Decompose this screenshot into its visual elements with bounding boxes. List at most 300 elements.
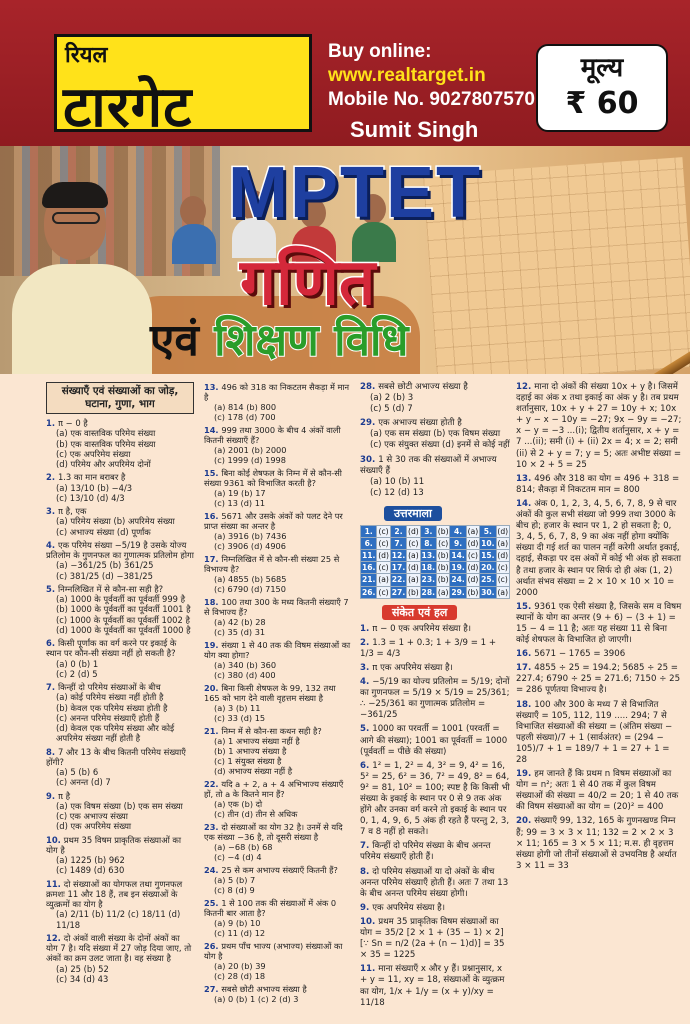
solution-number: 4. xyxy=(360,677,373,688)
option-line: (a) 814 (b) 800 xyxy=(214,402,277,412)
solution-text: 4855 ÷ 25 = 194.2; 5685 ÷ 25 = 227.4; 6790 ÷ 25 = 271.6; 7150 ÷ 25 = 286 पूर्णतया विभाज्य है। xyxy=(516,663,681,696)
column-2 xyxy=(204,382,352,1007)
question-item xyxy=(360,455,510,499)
question-text: 1.3 का मान बराबर है xyxy=(57,472,126,483)
question-number: 13. xyxy=(204,382,222,392)
option-line: (a) −361/25 (b) 361/25 xyxy=(56,560,154,571)
question-options xyxy=(46,560,194,581)
question-text: निम्न में से कौन-सा कथन सही है? xyxy=(221,726,322,736)
question-item xyxy=(46,933,194,984)
answer-number: 5. xyxy=(480,526,496,538)
option-line: (a) 0 (b) 1 (c) 2 (d) 3 xyxy=(214,994,299,1004)
option-line: (c) 8 (d) 9 xyxy=(214,885,255,895)
solution-item xyxy=(516,382,682,471)
solution-number: 7. xyxy=(360,841,373,852)
question-item xyxy=(46,879,194,930)
option-line: (c) 13 (d) 11 xyxy=(214,498,266,508)
option-line: (a) 42 (b) 28 xyxy=(214,617,266,627)
question-number: 16. xyxy=(204,511,222,521)
option-line: (a) 10 (b) 11 xyxy=(370,476,425,487)
answer-value: (d) xyxy=(408,527,419,537)
option-line: (d) परिमेय और अपरिमेय दोनों xyxy=(56,459,151,469)
answer-row xyxy=(361,562,510,574)
solution-item xyxy=(360,964,510,1008)
option-line: (a) 9 (b) 10 xyxy=(214,918,261,928)
question-number: 2. xyxy=(46,472,58,483)
question-text: एक परिमेय संख्या −5/19 है उसके योज्य प्रतिलोम के गुणनफल का गुणात्मक प्रतिलोम होगा xyxy=(46,539,194,560)
answer-value: (c) xyxy=(378,563,389,573)
option-line: (a) एक (b) दो xyxy=(214,799,263,809)
question-item xyxy=(204,382,352,422)
option-line: (a) 3 (b) 11 xyxy=(214,703,261,713)
answer-number: 2. xyxy=(390,526,406,538)
option-line: (c) 6790 (d) 7150 xyxy=(214,584,286,594)
answer-value: (a) xyxy=(467,527,479,537)
question-options xyxy=(46,594,194,635)
question-item xyxy=(46,472,194,503)
question-list xyxy=(204,382,352,1004)
answer-key-table xyxy=(360,525,510,599)
solutions-heading: संकेत एवं हल xyxy=(382,605,457,620)
answer-value: (a) xyxy=(408,575,419,585)
solution-number: 13. xyxy=(516,473,535,484)
question-text: दो संख्याओं का योगफल तथा गुणनफल क्रमशः 11 और 18 हैं, तब इन संख्याओं के व्युत्क्रमों का योग है xyxy=(46,878,183,909)
question-options xyxy=(204,445,352,465)
solution-number: 15. xyxy=(516,601,535,612)
buy-label: Buy online: xyxy=(328,41,432,62)
question-options xyxy=(204,961,352,981)
option-line: (c) 13/10 (d) 4/3 xyxy=(56,492,125,503)
question-options xyxy=(360,477,510,499)
solution-number: 5. xyxy=(360,724,373,735)
column-4 xyxy=(516,382,682,875)
option-line: (c) 178 (d) 700 xyxy=(214,412,276,422)
answer-number: 13. xyxy=(421,551,435,561)
solution-number: 8. xyxy=(360,866,373,877)
answer-number: 26. xyxy=(361,587,376,597)
question-options xyxy=(204,574,352,594)
question-item xyxy=(204,683,352,723)
answer-number: 19. xyxy=(451,563,465,573)
question-number: 12. xyxy=(46,932,64,943)
answer-value: (a) xyxy=(497,587,509,597)
question-text: संख्या 1 से 40 तक की विषम संख्याओं का योग क्या होगा? xyxy=(204,640,351,660)
answer-number: 4. xyxy=(450,526,466,538)
option-line: (b) एक वास्तविक परिमेय संख्या xyxy=(56,438,156,449)
answer-number: 18. xyxy=(421,563,435,573)
answer-value: (c) xyxy=(378,527,389,537)
option-line: (c) 1 संयुक्त संख्या है xyxy=(214,756,282,766)
question-item xyxy=(46,506,194,537)
solution-number: 11. xyxy=(360,964,379,975)
option-line: (c) एक अभाज्य संख्या xyxy=(56,811,128,821)
answer-value: (b) xyxy=(437,575,449,585)
option-line: (a) परिमेय संख्या (b) अपरिमेय संख्या xyxy=(56,516,175,527)
question-options xyxy=(46,516,194,537)
solution-number: 18. xyxy=(516,699,535,710)
question-number: 23. xyxy=(204,822,222,832)
question-item xyxy=(360,418,510,451)
question-item xyxy=(204,640,352,680)
question-number: 29. xyxy=(360,418,379,429)
question-text: π − 0 है xyxy=(57,418,88,428)
solution-text: 5671 − 1765 = 3906 xyxy=(534,649,626,660)
solution-text: 496 और 318 का योग = 496 + 318 = 814; सैकड़ा में निकटतम मान = 800 xyxy=(516,473,680,495)
question-item xyxy=(360,382,510,415)
solution-text: किन्हीं दो परिमेय संख्या के बीच अनन्त परिमेय संख्याएँ होती हैं। xyxy=(360,841,491,863)
option-line: (c) 3906 (d) 4906 xyxy=(214,541,286,551)
answer-number: 27. xyxy=(391,587,406,597)
price-value: ₹ 60 xyxy=(565,86,639,121)
question-number: 10. xyxy=(46,834,64,845)
question-text: दो अंकों वाली संख्या के दोनों अंकों का योग 7 है। यदि संख्या में 27 जोड़ दिया जाए, तो अंकों का क्रम उलट जाता है। वह संख्या है xyxy=(46,932,192,964)
solution-number: 14. xyxy=(516,498,535,509)
answer-number: 23. xyxy=(421,575,435,585)
solution-text: 1000 का परवर्ती = 1001 (परवर्ती = आगे की संख्या); 1001 का पूर्ववर्ती = 1000 (पूर्ववर्ती = पीछे की संख्या) xyxy=(360,724,508,757)
question-item xyxy=(46,584,194,635)
solution-number: 17. xyxy=(516,663,535,674)
question-number: 22. xyxy=(204,779,222,789)
answer-value: (a) xyxy=(378,575,389,585)
answer-row xyxy=(361,526,510,538)
solution-text: π एक अपरिमेय संख्या है। xyxy=(372,662,453,673)
answer-value: (a) xyxy=(437,587,449,597)
header-band xyxy=(0,0,690,146)
option-line: (a) 1000 के पूर्ववर्ती का पूर्ववर्ती 999 है xyxy=(56,594,186,604)
book-title: MPTET xyxy=(228,153,482,233)
option-line: (d) अभाज्य संख्या नहीं है xyxy=(214,766,293,776)
question-options xyxy=(204,875,352,895)
answer-value: (c) xyxy=(497,563,508,573)
option-line: (a) 2 (b) 3 xyxy=(370,393,414,404)
question-text: 5671 और उसके अंकों को पलट देने पर प्राप्त संख्या का अन्तर है xyxy=(204,511,343,531)
question-item xyxy=(204,425,352,465)
option-line: (a) 340 (b) 360 xyxy=(214,660,277,670)
answer-value: (b) xyxy=(467,587,479,597)
answer-value: (a) xyxy=(497,539,509,549)
solution-text: माना दो अंकों की संख्या 10x + y है। जिसमें दहाई का अंक x तथा इकाई का अंक y है। तब प्रथम शर्तानुसार, 10x + y + 27 = 10y + x; 10x + y − x − 10y = −27; 9x − 9y = −27; x − y = −3 ...(i); द्वितीय शर्तानुसार, x + y = 7 ...(ii); समी (i) + (ii) 2x = 4; x = 2; समी (ii) से 2 + y = 7; y = 5; अतः अभीष्ट संख्या = 10 × 2 + 5 = 25 xyxy=(516,382,682,470)
question-options xyxy=(46,692,194,743)
answer-value: (d) xyxy=(467,575,479,585)
author-name: Sumit Singh xyxy=(350,117,479,142)
option-line: (a) 1 अभाज्य संख्या नहीं है xyxy=(214,736,300,746)
question-text: निम्नलिखित में से कौन-सा सही है? xyxy=(57,583,164,594)
solution-text: 1² = 1, 2² = 4, 3² = 9, 4² = 16, 5² = 25, 6² = 36, 7² = 49, 8² = 64, 9² = 81, 10² = 100; स्पष्ट है कि किसी भी संख्या के इकाई के स्थान पर 0 से 9 तक अंक होंगे और उनका वर्ग करने तो इकाई के स्थान पर 0, 1, 4, 9, 6, 5 अंक ही रहते हैं परन्तु 2, 3, 7 व 8 नहीं हो सकते। xyxy=(360,760,510,838)
question-item xyxy=(46,682,194,744)
question-text: प्रथम पाँच भाज्य (अभाज्य) संख्याओं का योग है xyxy=(204,941,343,961)
answer-row xyxy=(361,586,510,598)
question-options xyxy=(204,531,352,551)
question-item xyxy=(204,898,352,938)
answer-number: 28. xyxy=(421,587,435,597)
question-options xyxy=(204,402,352,422)
solution-item xyxy=(516,499,682,599)
option-line: (c) 2 (d) 5 xyxy=(56,668,98,679)
answer-value: (a) xyxy=(408,551,419,561)
solution-number: 19. xyxy=(516,769,535,780)
question-item xyxy=(204,984,352,1004)
question-number: 8. xyxy=(46,746,58,757)
solution-item xyxy=(516,663,682,696)
option-line: (c) 381/25 (d) −381/25 xyxy=(56,570,153,581)
solution-item xyxy=(360,903,510,914)
option-line: (a) −68 (b) 68 xyxy=(214,842,273,852)
option-line: (c) 5 (d) 7 xyxy=(370,404,413,415)
solution-item xyxy=(360,663,510,674)
question-options xyxy=(46,964,194,985)
option-line: (c) 28 (d) 18 xyxy=(214,971,266,981)
answer-number: 15. xyxy=(481,551,495,561)
answer-value: (c) xyxy=(378,587,389,597)
option-line: (a) 1225 (b) 962 xyxy=(56,855,125,865)
question-text: π है xyxy=(57,790,71,801)
solution-item xyxy=(360,917,510,961)
question-options xyxy=(204,799,352,819)
answer-number: 7. xyxy=(390,538,406,550)
solution-text: दो परिमेय संख्याओं या दो अंकों के बीच अनन्त परिमेय संख्याएँ होती हैं। अतः 7 तथा 13 के बीच अनन्त परिमेय संख्या होगी। xyxy=(360,866,509,899)
question-number: 15. xyxy=(204,468,222,478)
question-number: 28. xyxy=(360,382,379,392)
question-text: बिना किसी शेषफल के 99, 132 तथा 165 को भाग देने वाली वृहत्तम संख्या है xyxy=(204,683,336,703)
teacher-image xyxy=(12,186,152,374)
option-line: (c) 33 (d) 15 xyxy=(214,713,266,723)
answer-number: 12. xyxy=(391,551,406,561)
brand-logo xyxy=(54,34,312,140)
solution-text: अंक 0, 1, 2, 3, 4, 5, 6, 7, 8, 9 से चार अंकों की कुल सभी संख्या जो 999 तथा 3000 के बीच हो; हजार के स्थान पर 1, 2 हो सकता है; 0, 3, 4, 5, 6, 7, 8, 9 का अंक नहीं होगा क्योंकि संख्या दी गई शर्त का पालन नहीं करेगी अर्थात इकाई, दहाई, सैकड़ा पर दस अंकों में कोई भी अंक हो सकता है तथा हजार के स्थान पर सिर्फ दो ही अंक (1, 2) अर्थात संभव संख्या = 2 × 10 × 10 × 10 = 2000 xyxy=(516,498,681,598)
answer-value: (d) xyxy=(497,527,509,537)
option-line: (c) 12 (d) 13 xyxy=(370,487,424,498)
answer-number: 25. xyxy=(481,575,495,585)
option-line: (a) 5 (b) 6 xyxy=(56,767,99,777)
answer-value: (b) xyxy=(437,551,449,561)
option-line: (c) −4 (d) 4 xyxy=(214,852,262,862)
question-text: किसी पूर्णांक का वर्ग करने पर इकाई के स्थान पर कौन-सी संख्या नहीं हो सकती है? xyxy=(46,638,177,659)
question-options xyxy=(204,617,352,637)
solution-number: 6. xyxy=(360,760,373,771)
question-options xyxy=(204,660,352,680)
question-number: 14. xyxy=(204,425,222,435)
question-text: 999 तथा 3000 के बीच 4 अंकों वाली कितनी संख्याएँ हैं? xyxy=(204,425,341,445)
buy-info xyxy=(328,40,535,142)
question-text: सबसे छोटी अभाज्य संख्या है xyxy=(221,984,307,994)
answer-value: (b) xyxy=(437,527,449,537)
solution-item xyxy=(360,761,510,839)
option-line: (a) 0 (b) 1 xyxy=(56,658,99,669)
option-line: (a) 4855 (b) 5685 xyxy=(214,574,287,584)
answer-number: 8. xyxy=(420,538,436,550)
solution-item xyxy=(516,700,682,767)
question-item xyxy=(204,822,352,862)
question-number: 1. xyxy=(46,418,58,428)
question-number: 24. xyxy=(204,865,222,875)
website-link[interactable]: www.realtarget.in xyxy=(328,65,486,86)
question-text: बिना कोई शेषफल के निम्न में से कौन-सी संख्या 9361 को विभाजित करती है? xyxy=(204,468,342,488)
question-item xyxy=(204,511,352,551)
option-line: (a) कोई परिमेय संख्या नहीं होती है xyxy=(56,692,164,703)
option-line: (a) 2/11 (b) 11/2 (c) 18/11 (d) 11/18 xyxy=(56,909,181,930)
solution-number: 1. xyxy=(360,623,373,634)
option-line: (b) 1 अभाज्य संख्या है xyxy=(214,746,287,756)
option-line: (c) 11 (d) 12 xyxy=(214,928,266,938)
brand-small: रियल xyxy=(65,43,108,68)
question-options xyxy=(46,483,194,504)
solution-number: 16. xyxy=(516,649,535,660)
solution-number: 3. xyxy=(360,662,373,673)
solution-text: संख्याएँ 99, 132, 165 के गुणनखण्ड निम्न हैं; 99 = 3 × 3 × 11; 132 = 2 × 2 × 3 × 11; 165 = 3 × 5 × 11; म.स. ही वृहत्तम संख्या होगी जो तीनों संख्याओं से उभयनिष्ठ है अर्थात 3 × 11 = 33 xyxy=(516,816,677,871)
answer-number: 11. xyxy=(361,551,376,561)
answer-value: (d) xyxy=(497,551,509,561)
answer-number: 21. xyxy=(361,575,376,585)
question-number: 6. xyxy=(46,638,58,648)
question-text: एक अभाज्य संख्या होती है xyxy=(378,418,462,429)
question-list xyxy=(360,382,510,499)
question-text: 1 से 30 तक की संख्याओं में अभाज्य संख्याएँ हैं xyxy=(360,454,497,476)
option-line: (a) 3916 (b) 7436 xyxy=(214,531,287,541)
option-line: (a) 20 (b) 39 xyxy=(214,961,266,971)
question-number: 9. xyxy=(46,790,58,801)
solution-number: 12. xyxy=(516,382,535,392)
question-number: 27. xyxy=(204,984,222,994)
subtitle-pedagogy: शिक्षण विधि xyxy=(214,315,409,366)
subtitle-and: एवं xyxy=(150,315,199,366)
question-options xyxy=(204,842,352,862)
question-number: 5. xyxy=(46,583,58,594)
column-3 xyxy=(360,382,510,1012)
question-text: सबसे छोटी अभाज्य संख्या है xyxy=(378,382,468,392)
solution-item xyxy=(360,624,510,635)
option-line: (c) एक अपरिमेय संख्या xyxy=(56,448,131,459)
question-number: 25. xyxy=(204,898,222,908)
answer-number: 24. xyxy=(451,575,465,585)
question-item xyxy=(204,468,352,508)
question-text: प्रथम 35 विषम प्राकृतिक संख्याओं का योग है xyxy=(46,834,182,855)
column-1 xyxy=(46,382,194,987)
question-options xyxy=(360,393,510,415)
answer-row xyxy=(361,550,510,562)
question-item xyxy=(46,747,194,788)
solution-text: −5/19 का योज्य प्रतिलोम = 5/19; दोनों का गुणनफल = 5/19 × 5/19 = 25/361; ∴ −25/361 का गुणात्मक प्रतिलोम = −361/25 xyxy=(360,677,510,721)
solution-text: 1.3 = 1 + 0.3; 1 + 3/9 = 1 + 1/3 = 4/3 xyxy=(360,637,497,659)
question-item xyxy=(204,865,352,895)
answer-number: 20. xyxy=(481,563,495,573)
answer-value: (d) xyxy=(408,563,419,573)
question-number: 11. xyxy=(46,878,64,889)
question-number: 3. xyxy=(46,506,58,516)
question-options xyxy=(204,736,352,776)
option-line: (c) 1000 के पूर्ववर्ती का पूर्ववर्ती 1002 है xyxy=(56,614,190,625)
option-line: (a) 13/10 (b) −4/3 xyxy=(56,482,133,493)
mobile-number: Mobile No. 9027807570 xyxy=(328,89,535,110)
option-line: (d) 1000 के पूर्ववर्ती का पूर्ववर्ती 1000 है xyxy=(56,624,191,635)
solution-list xyxy=(360,624,510,1009)
answer-value: (c) xyxy=(378,539,389,549)
question-item xyxy=(46,791,194,832)
question-options xyxy=(46,659,194,680)
answer-number: 16. xyxy=(361,563,376,573)
question-text: π है, एक xyxy=(57,506,87,516)
answer-value: (d) xyxy=(467,563,479,573)
option-line: (c) 35 (d) 31 xyxy=(214,627,266,637)
answer-number: 10. xyxy=(481,539,495,549)
question-text: 25 से कम अभाज्य संख्याएँ कितनी हैं? xyxy=(221,865,338,875)
question-text: किन्हीं दो परिमेय संख्याओं के बीच xyxy=(57,682,161,692)
option-line: (a) एक विषम संख्या (b) एक सम संख्या xyxy=(56,800,183,811)
option-line: (c) अनन्त (d) 7 xyxy=(56,777,111,788)
solution-text: 100 और 300 के मध्य 7 से विभाजित संख्याएँ = 105, 112, 119 ..... 294; 7 से विभाजित संख्याओं की संख्या = (अंतिम संख्या − पहली संख्या)/7 + 1 (सार्वअंतर) = (294 − 105)/7 + 1 = 189/7 + 1 = 27 + 1 = 28 xyxy=(516,699,673,765)
question-item xyxy=(46,540,194,581)
question-text: निम्नलिखित में से कौन-सी संख्या 25 से विभाज्य है? xyxy=(204,554,340,574)
option-line: (d) केवल एक परिमेय संख्या और कोई अपरिमेय संख्या नहीं होती है xyxy=(56,723,175,744)
option-line: (c) तीन (d) तीन से अधिक xyxy=(214,809,298,819)
answer-value: (c) xyxy=(497,575,508,585)
question-item xyxy=(204,726,352,776)
answer-value: (c) xyxy=(467,551,478,561)
question-text: 7 और 13 के बीच कितनी परिमेय संख्याएँ होंगी? xyxy=(46,746,186,767)
option-line: (b) केवल एक परिमेय संख्या होती है xyxy=(56,702,168,713)
question-options xyxy=(204,918,352,938)
solution-item xyxy=(516,649,682,660)
answer-number: 29. xyxy=(451,587,465,597)
question-item xyxy=(46,418,194,469)
answer-number: 9. xyxy=(450,538,466,550)
question-number: 17. xyxy=(204,554,222,564)
answer-value: (d) xyxy=(378,551,389,561)
question-number: 18. xyxy=(204,597,222,607)
question-number: 21. xyxy=(204,726,222,736)
question-options xyxy=(360,429,510,451)
question-number: 7. xyxy=(46,682,58,692)
question-item xyxy=(204,597,352,637)
option-line: (c) 34 (d) 43 xyxy=(56,973,109,984)
option-line: (d) एक अपरिमेय संख्या xyxy=(56,821,132,832)
option-line: (c) 380 (d) 400 xyxy=(214,670,276,680)
answer-value: (b) xyxy=(408,587,419,597)
question-text: दो संख्याओं का योग 32 है। उनमें से यदि एक संख्या −36 है, तो दूसरी संख्या है xyxy=(204,822,343,842)
solution-list xyxy=(516,382,682,872)
solution-item xyxy=(360,677,510,721)
price-badge xyxy=(536,44,668,132)
book-subtitle: गणित xyxy=(240,246,376,320)
answer-row xyxy=(361,574,510,586)
question-item xyxy=(46,638,194,679)
answer-value: (c) xyxy=(438,539,449,549)
answer-number: 22. xyxy=(391,575,406,585)
question-options xyxy=(204,488,352,508)
topic-heading: संख्याएँ एवं संख्याओं का जोड़, घटाना, गुणा, भाग xyxy=(46,382,194,414)
option-line: (a) एक वास्तविक परिमेय संख्या xyxy=(56,428,156,439)
solution-number: 2. xyxy=(360,637,373,648)
solution-number: 10. xyxy=(360,916,379,927)
question-item xyxy=(204,554,352,594)
question-number: 30. xyxy=(360,454,379,465)
answer-key-heading: उत्तरमाला xyxy=(384,506,442,521)
question-options xyxy=(204,703,352,723)
solution-item xyxy=(516,474,682,496)
solution-text: माना संख्याएँ x और y हैं। प्रश्नानुसार, x + y = 11, xy = 18, संख्याओं के व्युत्क्रम का योग, 1/x + 1/y = (x + y)/xy = 11/18 xyxy=(360,964,505,1008)
question-item xyxy=(204,941,352,981)
question-item xyxy=(46,835,194,876)
solution-item xyxy=(516,602,682,646)
solution-item xyxy=(360,867,510,900)
question-options xyxy=(46,767,194,788)
solution-text: 9361 एक ऐसी संख्या है, जिसके सम व विषम स्थानों के योग का अन्तर (9 + 6) − (3 + 1) = 15 − 4 = 11 है; अतः यह संख्या 11 से बिना कोई शेषफल के विभाजित हो जाएगी। xyxy=(516,601,682,646)
solution-text: एक अपरिमेय संख्या है। xyxy=(372,902,445,913)
question-text: 100 तथा 300 के मध्य कितनी संख्याएँ 7 से विभाज्य हैं? xyxy=(204,597,349,617)
question-number: 26. xyxy=(204,941,222,951)
answer-value: (b) xyxy=(437,563,449,573)
book-subtitle-2 xyxy=(150,308,408,368)
solution-text: π − 0 एक अपरिमेय संख्या है। xyxy=(372,623,472,634)
